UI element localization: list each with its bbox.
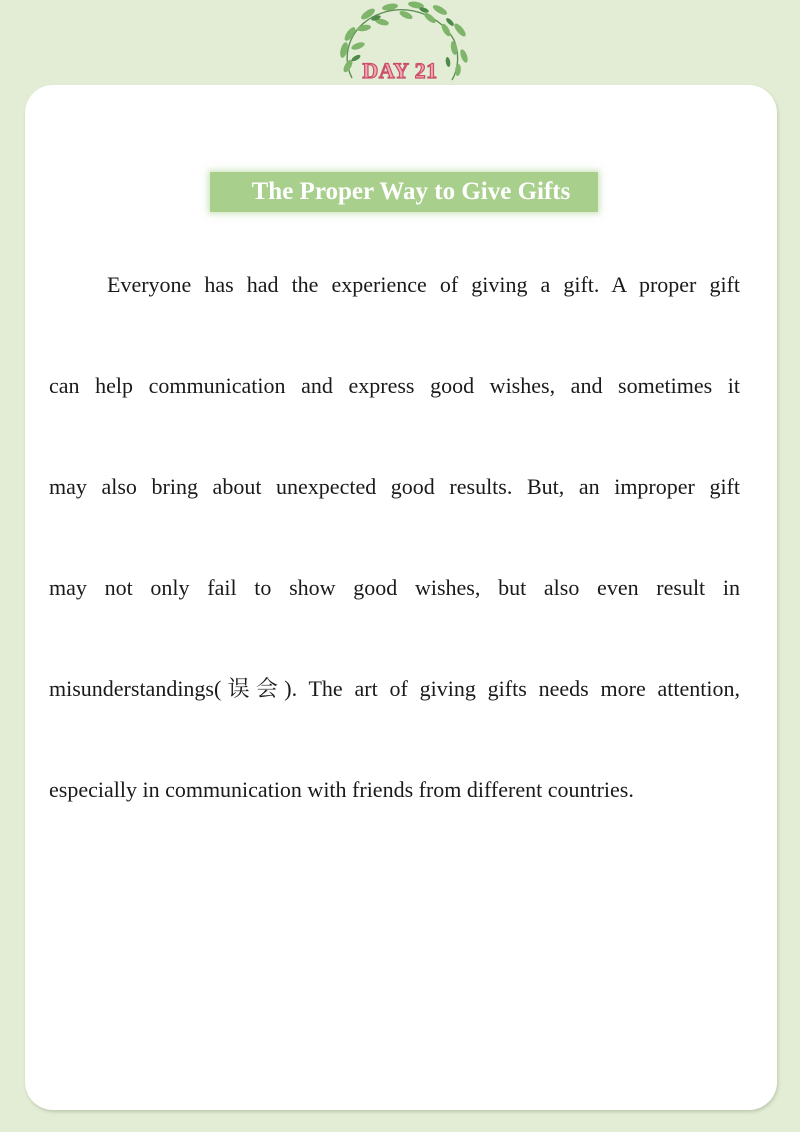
paragraph-line: Everyone has had the experience of giving a gift. A proper gift: [107, 272, 740, 297]
paragraph-line: can help communication and express good wishes, and sometimes it: [49, 373, 740, 398]
paragraph-line: may also bring about unexpected good results. But, an improper gift: [49, 474, 740, 499]
day-label: DAY 21: [362, 58, 438, 83]
paragraph-line: misunderstandings(误会). The art of giving gifts needs more attention,: [49, 676, 740, 701]
paragraph-line: may not only fail to show good wishes, but also even result in: [49, 575, 740, 600]
paragraph-line: especially in communication with friends from different countries.: [49, 777, 634, 802]
article-title: The Proper Way to Give Gifts: [251, 178, 571, 205]
